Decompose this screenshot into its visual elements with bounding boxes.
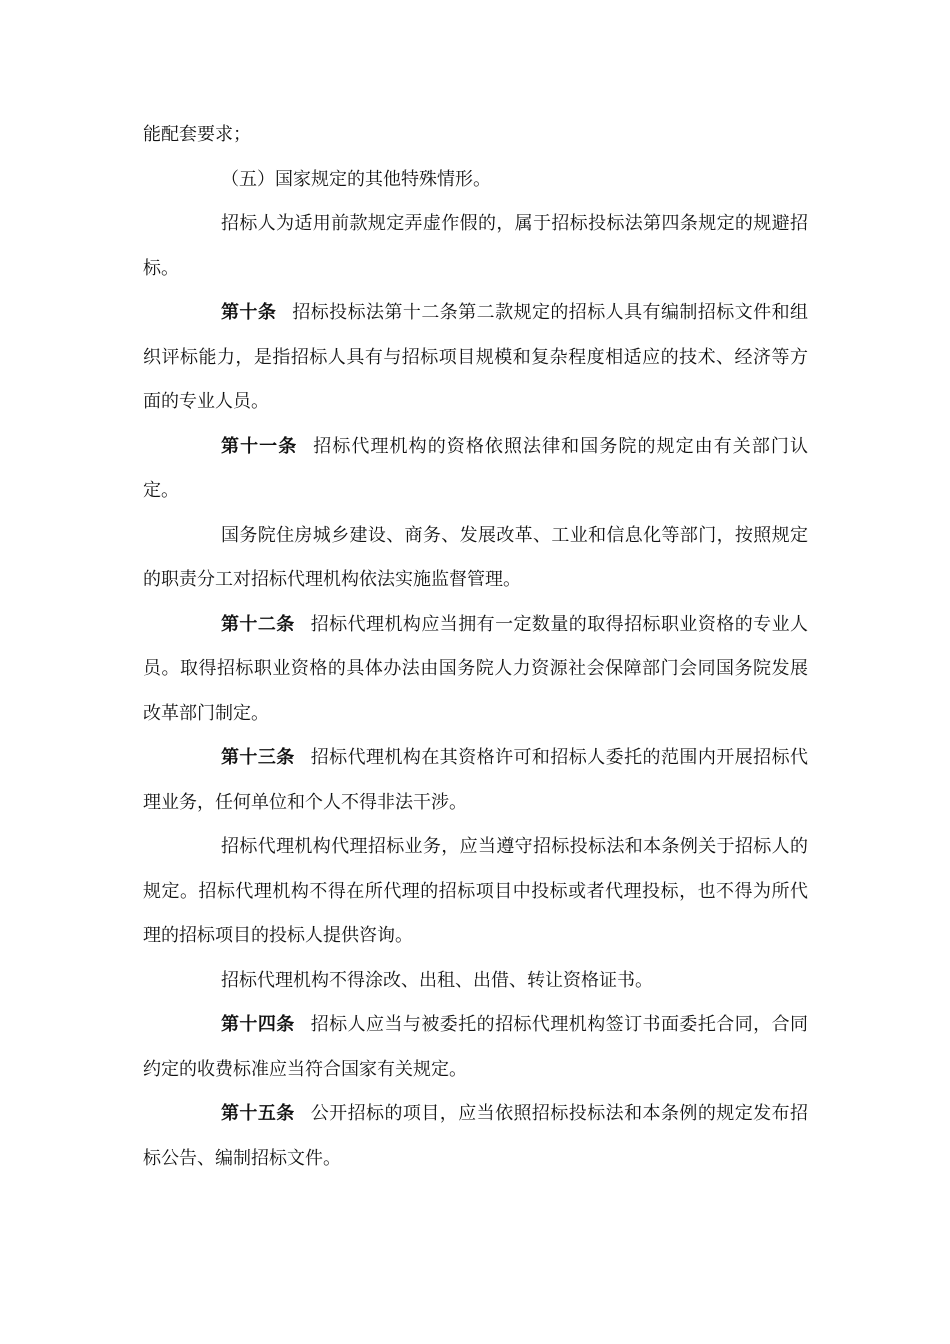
paragraph-text: 能配套要求； (143, 124, 251, 145)
article-paragraph (143, 291, 808, 425)
article-paragraph (143, 1092, 808, 1181)
paragraph (143, 825, 808, 959)
paragraph-text: 国务院住房城乡建设、商务、发展改革、工业和信息化等部门，按照规定的职责分工对招标代理机构依法实施监督管理。 (143, 524, 808, 590)
article-heading: 第十五条 (221, 1103, 295, 1124)
paragraph-text: 招标代理机构的资格依照法律和国务院的规定由有关部门认定。 (143, 435, 809, 501)
paragraph (143, 514, 808, 603)
paragraph-text: 公开招标的项目，应当依照招标投标法和本条例的规定发布招标公告、编制招标文件。 (143, 1103, 808, 1169)
paragraph-text: 招标人为适用前款规定弄虚作假的，属于招标投标法第四条规定的规避招标。 (143, 213, 808, 279)
article-paragraph (143, 1003, 808, 1092)
paragraph (143, 202, 808, 291)
paragraph-text: 招标代理机构在其资格许可和招标人委托的范围内开展招标代理业务，任何单位和个人不得非法干涉。 (143, 747, 808, 813)
paragraph (143, 158, 808, 203)
article-heading: 第十二条 (221, 613, 295, 635)
article-heading: 第十一条 (221, 435, 298, 457)
article-paragraph (143, 736, 808, 825)
paragraph (143, 113, 808, 158)
paragraph-text: 招标代理机构不得涂改、出租、出借、转让资格证书。 (221, 969, 653, 991)
paragraph-text: 招标人应当与被委托的招标代理机构签订书面委托合同，合同约定的收费标准应当符合国家有关规定。 (143, 1014, 808, 1080)
article-heading: 第十四条 (221, 1014, 295, 1035)
paragraph (143, 959, 808, 1004)
article-paragraph (143, 425, 808, 514)
paragraph-text: 招标代理机构应当拥有一定数量的取得招标职业资格的专业人员。取得招标职业资格的具体办法由国务院人力资源社会保障部门会同国务院发展改革部门制定。 (143, 613, 808, 724)
paragraph-text: （五）国家规定的其他特殊情形。 (221, 168, 491, 190)
paragraph-text: 招标投标法第十二条第二款规定的招标人具有编制招标文件和组织评标能力，是指招标人具有与招标项目规模和复杂程度相适应的技术、经济等方面的专业人员。 (143, 302, 809, 412)
article-heading: 第十条 (221, 302, 277, 323)
article-paragraph (143, 603, 808, 737)
article-heading: 第十三条 (221, 747, 295, 768)
paragraph-text: 招标代理机构代理招标业务，应当遵守招标投标法和本条例关于招标人的规定。招标代理机构不得在所代理的招标项目中投标或者代理投标，也不得为所代理的招标项目的投标人提供咨询。 (143, 836, 808, 946)
document-body (143, 113, 808, 1181)
